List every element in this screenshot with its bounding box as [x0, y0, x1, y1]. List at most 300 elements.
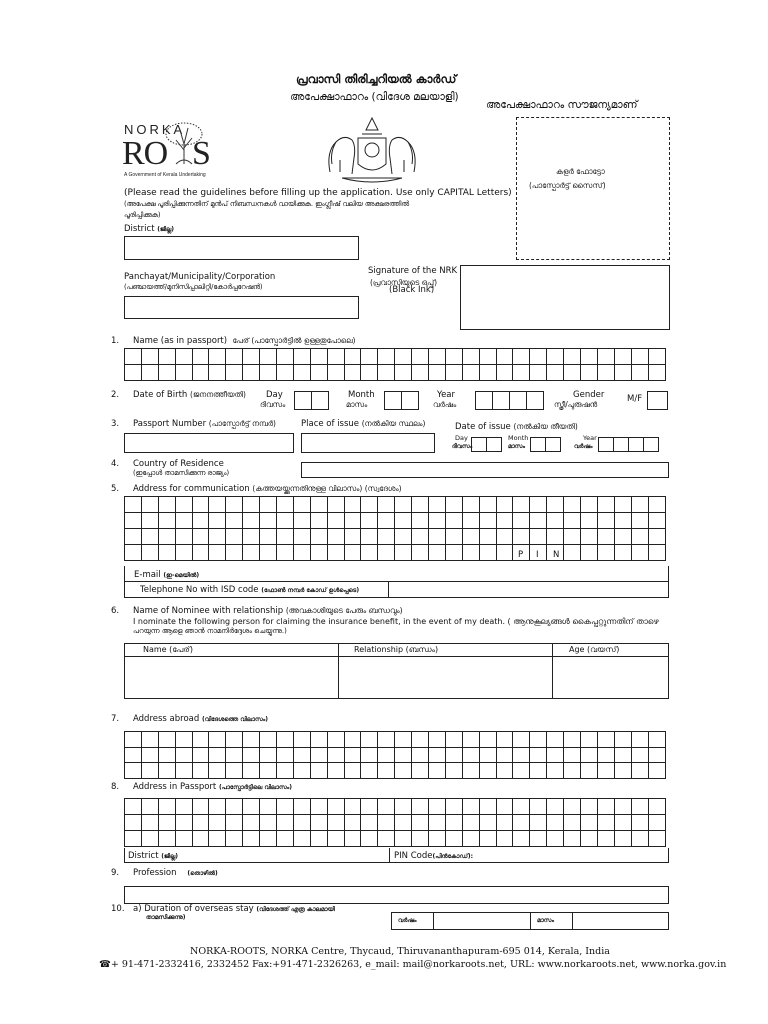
char-box[interactable] [429, 799, 446, 815]
char-box[interactable] [395, 529, 412, 545]
char-box[interactable] [344, 497, 361, 513]
char-box[interactable] [629, 438, 644, 452]
char-box[interactable] [209, 831, 226, 847]
char-box[interactable] [175, 497, 192, 513]
char-box[interactable] [378, 529, 395, 545]
char-box[interactable] [395, 815, 412, 831]
char-box[interactable] [175, 732, 192, 748]
char-box[interactable] [158, 545, 175, 561]
char-box[interactable] [395, 349, 412, 365]
char-box[interactable] [445, 747, 462, 763]
char-box[interactable] [395, 831, 412, 847]
char-box[interactable] [496, 831, 513, 847]
char-box[interactable] [260, 497, 277, 513]
char-box[interactable] [243, 799, 260, 815]
char-box[interactable] [226, 349, 243, 365]
issue-month-boxes[interactable] [530, 437, 561, 452]
char-box[interactable] [479, 747, 496, 763]
char-box[interactable] [513, 763, 530, 779]
char-box[interactable] [395, 497, 412, 513]
char-box[interactable] [277, 513, 294, 529]
char-box[interactable] [361, 349, 378, 365]
char-box[interactable] [496, 815, 513, 831]
char-box[interactable] [293, 763, 310, 779]
char-box[interactable] [378, 815, 395, 831]
char-box[interactable] [614, 529, 631, 545]
char-box[interactable] [192, 747, 209, 763]
char-box[interactable] [648, 529, 665, 545]
char-box[interactable] [429, 513, 446, 529]
char-box[interactable] [429, 732, 446, 748]
char-box[interactable] [412, 497, 429, 513]
char-box[interactable] [260, 815, 277, 831]
char-box[interactable] [429, 529, 446, 545]
char-box[interactable] [547, 349, 564, 365]
char-box[interactable] [125, 365, 142, 381]
char-box[interactable] [344, 747, 361, 763]
char-box[interactable] [597, 799, 614, 815]
char-box[interactable] [158, 831, 175, 847]
char-box[interactable] [513, 815, 530, 831]
char-box[interactable] [462, 747, 479, 763]
char-box[interactable] [192, 815, 209, 831]
duration-months-input[interactable] [573, 913, 668, 929]
char-box[interactable] [378, 545, 395, 561]
char-box[interactable] [479, 815, 496, 831]
char-box[interactable] [141, 732, 158, 748]
char-box[interactable] [648, 365, 665, 381]
char-box[interactable] [614, 365, 631, 381]
char-box[interactable] [125, 349, 142, 365]
char-box[interactable] [327, 513, 344, 529]
char-box[interactable] [479, 349, 496, 365]
char-box[interactable] [361, 799, 378, 815]
char-box[interactable] [614, 349, 631, 365]
char-box[interactable] [293, 529, 310, 545]
char-box[interactable] [599, 438, 614, 452]
char-box[interactable] [209, 545, 226, 561]
char-box[interactable] [631, 529, 648, 545]
char-box[interactable] [412, 732, 429, 748]
char-box[interactable] [125, 529, 142, 545]
char-box[interactable] [175, 349, 192, 365]
char-box[interactable] [125, 497, 142, 513]
char-box[interactable] [277, 799, 294, 815]
char-box[interactable] [226, 365, 243, 381]
char-box[interactable] [445, 831, 462, 847]
char-box[interactable] [513, 732, 530, 748]
char-box[interactable] [597, 497, 614, 513]
char-box[interactable] [412, 763, 429, 779]
char-box[interactable] [631, 732, 648, 748]
char-box[interactable] [479, 545, 496, 561]
char-box[interactable] [581, 763, 598, 779]
char-box[interactable] [402, 392, 419, 410]
char-box[interactable] [293, 799, 310, 815]
char-box[interactable] [479, 763, 496, 779]
char-box[interactable] [209, 815, 226, 831]
char-box[interactable] [530, 799, 547, 815]
char-box[interactable] [395, 732, 412, 748]
char-box[interactable] [175, 545, 192, 561]
char-box[interactable] [141, 529, 158, 545]
char-box[interactable] [175, 365, 192, 381]
char-box[interactable] [327, 365, 344, 381]
char-box[interactable] [530, 831, 547, 847]
place-issue-input[interactable] [301, 433, 435, 453]
char-box[interactable] [462, 815, 479, 831]
char-box[interactable] [530, 763, 547, 779]
char-box[interactable] [412, 529, 429, 545]
char-box[interactable] [412, 747, 429, 763]
char-box[interactable] [175, 831, 192, 847]
char-box[interactable] [564, 799, 581, 815]
char-box[interactable] [530, 349, 547, 365]
char-box[interactable] [344, 529, 361, 545]
char-box[interactable] [445, 545, 462, 561]
char-box[interactable] [479, 497, 496, 513]
char-box[interactable] [310, 831, 327, 847]
char-box[interactable] [192, 349, 209, 365]
char-box[interactable] [158, 815, 175, 831]
char-box[interactable] [445, 349, 462, 365]
char-box[interactable] [361, 529, 378, 545]
char-box[interactable] [158, 529, 175, 545]
char-box[interactable] [310, 513, 327, 529]
char-box[interactable] [631, 545, 648, 561]
char-box[interactable] [277, 365, 294, 381]
char-box[interactable] [378, 349, 395, 365]
duration-years-input[interactable] [434, 913, 530, 929]
char-box[interactable] [192, 513, 209, 529]
char-box[interactable] [513, 831, 530, 847]
char-box[interactable] [361, 513, 378, 529]
char-box[interactable] [344, 545, 361, 561]
char-box[interactable] [412, 799, 429, 815]
char-box[interactable] [175, 747, 192, 763]
char-box[interactable] [445, 513, 462, 529]
char-box[interactable] [378, 799, 395, 815]
char-box[interactable] [260, 831, 277, 847]
char-box[interactable] [327, 349, 344, 365]
dob-month-boxes[interactable] [384, 391, 419, 410]
char-box[interactable] [462, 365, 479, 381]
char-box[interactable] [531, 438, 546, 452]
char-box[interactable] [125, 831, 142, 847]
char-box[interactable] [496, 497, 513, 513]
char-box[interactable] [429, 763, 446, 779]
char-box[interactable] [429, 349, 446, 365]
char-box[interactable] [327, 747, 344, 763]
char-box[interactable] [158, 732, 175, 748]
nominee-name-input[interactable] [125, 657, 338, 698]
district-input[interactable] [124, 236, 359, 260]
char-box[interactable] [277, 747, 294, 763]
char-box[interactable] [243, 831, 260, 847]
char-box[interactable] [547, 747, 564, 763]
char-box[interactable] [527, 392, 544, 410]
char-box[interactable] [327, 815, 344, 831]
char-box[interactable] [141, 815, 158, 831]
char-box[interactable] [648, 513, 665, 529]
char-box[interactable] [493, 392, 510, 410]
char-box[interactable] [385, 392, 402, 410]
char-box[interactable] [327, 529, 344, 545]
char-box[interactable] [293, 831, 310, 847]
char-box[interactable] [445, 732, 462, 748]
char-box[interactable] [648, 545, 665, 561]
nominee-relationship-input[interactable] [339, 657, 552, 698]
char-box[interactable] [564, 349, 581, 365]
char-box[interactable] [581, 349, 598, 365]
address-grid[interactable] [124, 496, 666, 561]
char-box[interactable] [260, 365, 277, 381]
char-box[interactable] [141, 365, 158, 381]
char-box[interactable] [310, 799, 327, 815]
char-box[interactable] [125, 763, 142, 779]
char-box[interactable] [192, 799, 209, 815]
char-box[interactable] [496, 513, 513, 529]
char-box[interactable] [277, 763, 294, 779]
char-box[interactable] [648, 747, 665, 763]
char-box[interactable] [530, 513, 547, 529]
char-box[interactable] [564, 545, 581, 561]
char-box[interactable] [395, 545, 412, 561]
char-box[interactable] [395, 513, 412, 529]
char-box[interactable] [631, 831, 648, 847]
char-box[interactable] [597, 529, 614, 545]
char-box[interactable] [462, 529, 479, 545]
char-box[interactable] [581, 732, 598, 748]
char-box[interactable] [158, 365, 175, 381]
char-box[interactable] [564, 732, 581, 748]
char-box[interactable] [192, 529, 209, 545]
char-box[interactable] [226, 747, 243, 763]
char-box[interactable] [260, 513, 277, 529]
char-box[interactable] [141, 545, 158, 561]
char-box[interactable] [547, 763, 564, 779]
char-box[interactable] [260, 545, 277, 561]
email-input[interactable] [124, 566, 669, 582]
char-box[interactable] [513, 529, 530, 545]
char-box[interactable] [141, 799, 158, 815]
char-box[interactable] [327, 799, 344, 815]
char-box[interactable] [327, 831, 344, 847]
char-box[interactable] [547, 497, 564, 513]
nominee-age-input[interactable] [553, 657, 668, 698]
char-box[interactable] [614, 513, 631, 529]
char-box[interactable] [378, 831, 395, 847]
char-box[interactable] [564, 763, 581, 779]
char-box[interactable] [125, 799, 142, 815]
char-box[interactable] [395, 365, 412, 381]
char-box[interactable] [293, 815, 310, 831]
char-box[interactable] [378, 365, 395, 381]
char-box[interactable] [226, 799, 243, 815]
char-box[interactable] [445, 365, 462, 381]
dob-day-boxes[interactable] [294, 391, 329, 410]
char-box[interactable] [310, 545, 327, 561]
char-box[interactable] [597, 763, 614, 779]
char-box[interactable] [361, 545, 378, 561]
char-box[interactable] [243, 732, 260, 748]
char-box[interactable] [209, 763, 226, 779]
char-box[interactable] [547, 365, 564, 381]
char-box[interactable] [361, 831, 378, 847]
char-box[interactable] [648, 815, 665, 831]
char-box[interactable] [226, 732, 243, 748]
char-box[interactable] [472, 438, 487, 452]
char-box[interactable] [581, 545, 598, 561]
char-box[interactable] [547, 799, 564, 815]
char-box[interactable] [631, 763, 648, 779]
char-box[interactable] [260, 763, 277, 779]
char-box[interactable] [530, 815, 547, 831]
char-box[interactable] [361, 497, 378, 513]
char-box[interactable] [530, 497, 547, 513]
char-box[interactable] [476, 392, 493, 410]
char-box[interactable] [158, 349, 175, 365]
char-box[interactable] [327, 732, 344, 748]
char-box[interactable] [547, 732, 564, 748]
char-box[interactable] [445, 529, 462, 545]
char-box[interactable] [158, 513, 175, 529]
char-box[interactable] [597, 349, 614, 365]
char-box[interactable] [361, 365, 378, 381]
char-box[interactable] [496, 365, 513, 381]
char-box[interactable] [310, 747, 327, 763]
char-box[interactable] [378, 732, 395, 748]
char-box[interactable] [479, 529, 496, 545]
char-box[interactable] [158, 763, 175, 779]
char-box[interactable] [479, 513, 496, 529]
char-box[interactable] [226, 763, 243, 779]
char-box[interactable] [564, 497, 581, 513]
name-grid[interactable] [124, 348, 666, 381]
char-box[interactable] [175, 529, 192, 545]
char-box[interactable] [226, 513, 243, 529]
char-box[interactable] [581, 815, 598, 831]
char-box[interactable] [209, 365, 226, 381]
char-box[interactable] [243, 349, 260, 365]
address-abroad-grid[interactable] [124, 731, 666, 779]
char-box[interactable] [209, 349, 226, 365]
char-box[interactable] [260, 732, 277, 748]
char-box[interactable] [631, 799, 648, 815]
char-box[interactable] [293, 497, 310, 513]
char-box[interactable] [209, 497, 226, 513]
char-box[interactable] [243, 763, 260, 779]
char-box[interactable] [226, 831, 243, 847]
char-box[interactable] [581, 831, 598, 847]
char-box[interactable] [648, 763, 665, 779]
char-box[interactable] [581, 497, 598, 513]
char-box[interactable] [429, 497, 446, 513]
char-box[interactable] [564, 815, 581, 831]
char-box[interactable] [648, 831, 665, 847]
char-box[interactable] [327, 497, 344, 513]
char-box[interactable] [310, 349, 327, 365]
char-box[interactable] [530, 732, 547, 748]
char-box[interactable] [175, 815, 192, 831]
char-box[interactable] [462, 349, 479, 365]
char-box[interactable] [614, 831, 631, 847]
char-box[interactable] [260, 349, 277, 365]
char-box[interactable] [243, 545, 260, 561]
char-box[interactable] [344, 349, 361, 365]
char-box[interactable] [158, 497, 175, 513]
char-box[interactable] [644, 438, 659, 452]
char-box[interactable] [479, 831, 496, 847]
panchayat-input[interactable] [124, 296, 359, 319]
char-box[interactable] [429, 831, 446, 847]
char-box[interactable] [530, 365, 547, 381]
char-box[interactable] [361, 747, 378, 763]
char-box[interactable] [412, 513, 429, 529]
char-box[interactable] [597, 831, 614, 847]
char-box[interactable] [141, 497, 158, 513]
char-box[interactable] [631, 513, 648, 529]
char-box[interactable] [158, 799, 175, 815]
char-box[interactable] [564, 513, 581, 529]
char-box[interactable] [648, 799, 665, 815]
char-box[interactable] [513, 747, 530, 763]
char-box[interactable] [175, 763, 192, 779]
char-box[interactable] [243, 747, 260, 763]
char-box[interactable] [226, 545, 243, 561]
char-box[interactable] [597, 732, 614, 748]
char-box[interactable] [378, 513, 395, 529]
char-box[interactable] [312, 392, 329, 410]
passport-number-input[interactable] [124, 433, 294, 453]
char-box[interactable] [597, 747, 614, 763]
char-box[interactable] [547, 529, 564, 545]
char-box[interactable] [496, 349, 513, 365]
char-box[interactable] [243, 365, 260, 381]
char-box[interactable] [141, 831, 158, 847]
char-box[interactable] [209, 513, 226, 529]
char-box[interactable] [445, 763, 462, 779]
char-box[interactable] [445, 497, 462, 513]
char-box[interactable] [209, 799, 226, 815]
char-box[interactable] [513, 497, 530, 513]
char-box[interactable] [513, 349, 530, 365]
char-box[interactable] [209, 529, 226, 545]
char-box[interactable] [648, 497, 665, 513]
char-box[interactable] [175, 513, 192, 529]
char-box[interactable] [327, 763, 344, 779]
char-box[interactable] [597, 545, 614, 561]
char-box[interactable] [614, 732, 631, 748]
char-box[interactable] [125, 545, 142, 561]
char-box[interactable] [192, 365, 209, 381]
char-box[interactable] [530, 529, 547, 545]
char-box[interactable] [310, 365, 327, 381]
char-box[interactable] [631, 349, 648, 365]
char-box[interactable] [361, 732, 378, 748]
char-box[interactable] [277, 545, 294, 561]
char-box[interactable] [378, 497, 395, 513]
char-box[interactable] [243, 513, 260, 529]
profession-input[interactable] [124, 886, 669, 904]
char-box[interactable] [344, 732, 361, 748]
char-box[interactable] [361, 763, 378, 779]
char-box[interactable] [344, 831, 361, 847]
char-box[interactable] [395, 747, 412, 763]
char-box[interactable] [496, 799, 513, 815]
char-box[interactable] [209, 732, 226, 748]
char-box[interactable] [564, 747, 581, 763]
